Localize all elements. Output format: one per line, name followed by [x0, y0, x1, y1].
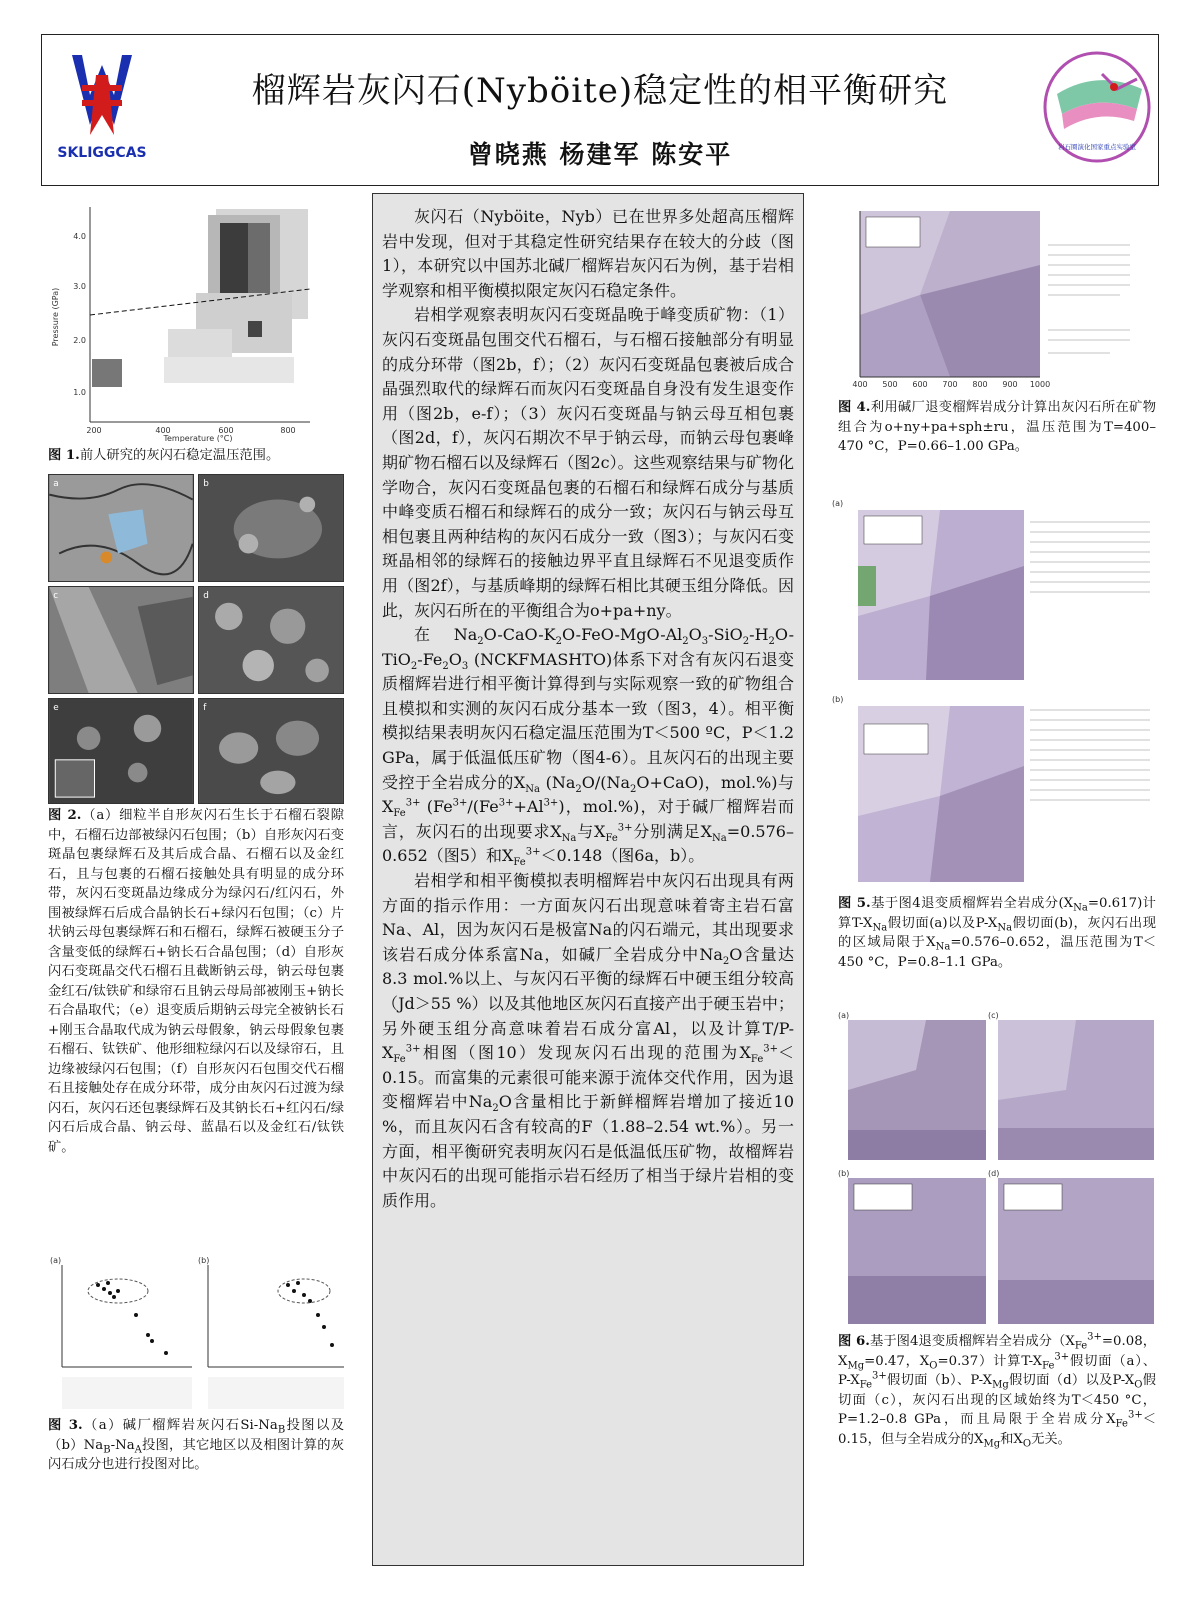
lab-logo: [1042, 49, 1152, 169]
svg-text:(c): (c): [988, 1011, 999, 1020]
body-paragraph-3: 在$Na_2O-CaO-K_2O-FeO-MgO-Al_2O_3-SiO_2-H_2O-TiO_2-Fe_2O_3$ (NCKFMASHTO)体系下对含有灰闪石退变质榴辉岩进行相平衡计算得到与实际观察一致的矿物组合且模拟和实测的灰闪石成分基本一致（图3，4）。相平衡模拟结果表明灰闪石稳定温压范围为T＜500 ºC，P＜1.2 GPa，属于低温低压矿物（图4-6）。且灰闪石的出现主要受控于全岩成分的$X_{Na}$ ($Na_2O/(Na_2O+CaO)$，mol.%)与$X_{Fe}^{3+}$ ($Fe^{3+}/(Fe^{3+}+Al^{3+})$，mol.%)，对于碱厂榴辉岩而言，灰闪石的出现要求$X_{Na}$与$X_{Fe}^{3+}$分别满足$X_{Na}=0.576-0.652$（图5）和$X_{Fe}^{3+}<0.148$（图6a，b）。: [382, 625, 794, 869]
svg-text:900: 900: [1002, 380, 1018, 389]
fig2-panel-c: [48, 586, 194, 694]
poster-title: 榴辉岩灰闪石(Nyböite)稳定性的相平衡研究: [251, 71, 949, 111]
logo-left-text: SKLIGGCAS: [57, 145, 147, 161]
svg-text:800: 800: [972, 380, 988, 389]
fig5-caption: 图 5.基于图4退变质榴辉岩全岩成分$(X_{Na}=0.617)$计算$T-X_{Na}$假切面(a)以及$P-X_{Na}$假切面(b)，灰闪石出现的区域局限于$X_{Na}=0.576-0.652$，温压范围为T＜450 °C，P=0.8–1.1 GPa。: [838, 896, 1157, 970]
fig2-panel-d: [198, 586, 344, 694]
body-paragraph-1: 灰闪石（Nyböite，Nyb）已在世界多处超高压榴辉岩中发现，但对于其稳定性研究结果存在较大的分歧（图1），本研究以中国苏北碱厂榴辉岩灰闪石为例，基于岩相学观察和相平衡模拟限定灰闪石稳定条件。: [382, 207, 794, 300]
svg-text:(d): (d): [988, 1169, 1000, 1178]
fig1-chart: [48, 197, 320, 442]
svg-text:(b): (b): [198, 1256, 210, 1265]
fig1-xtick: 200: [86, 426, 102, 435]
main-text-box: [372, 193, 804, 1566]
fig1-ylabel: Pressure (GPa): [51, 287, 60, 347]
svg-text:(a): (a): [832, 499, 844, 508]
fig4-phase-diagram: [830, 205, 1160, 395]
fig2-panel-b: [198, 474, 344, 582]
svg-text:1000: 1000: [1029, 380, 1051, 389]
svg-text:c: c: [53, 590, 59, 601]
fig1-ytick: 2.0: [73, 336, 86, 345]
fig1-ytick: 4.0: [73, 232, 86, 241]
fig1-ytick: 1.0: [73, 388, 86, 397]
fig4-caption: 图 4.利用碱厂退变榴辉岩成分计算出灰闪石所在矿物组合为o+ny+pa+sph±ru，温压范围为T=400–470 °C，P=0.66–1.00 GPa。: [838, 400, 1157, 454]
fig1-xtick: 800: [280, 426, 296, 435]
svg-text:500: 500: [882, 380, 898, 389]
svg-text:a: a: [53, 478, 59, 489]
svg-text:f: f: [203, 702, 207, 713]
fig2-caption: 图 2.（a）细粒半自形灰闪石生长于石榴石裂隙中，石榴石边部被绿闪石包围；（b）自形灰闪石变斑晶包裹绿辉石及其后成合晶、石榴石以及金红石，且与包裹的石榴石接触处具有明显的成分环带，灰闪石变斑晶边缘成分为绿闪石/红闪石，外围被绿辉石后成合晶钠长石+绿闪石包围；（c）片状钠云母包裹绿辉石和石榴石，绿辉石被硬玉分子含量变低的绿辉石+钠长石合晶包围；（d）自形灰闪石变斑晶交代石榴石且截断钠云母，钠云母包裹金红石/钛铁矿和绿帘石且钠云母局部被刚玉+钠长石合晶取代；（e）退变质后期钠云母完全被钠长石+刚玉合晶取代成为钠云母假象，钠云母假象包裹石榴石、钛铁矿、他形细粒绿闪石以及绿帘石，且边缘被绿闪石包围；（f）自形灰闪石包围交代石榴石且接触处存在成分环带，成分由灰闪石过渡为绿闪石，灰闪石还包裹绿辉石及其钠长石+红闪石/绿闪石后成合晶、钠云母、蓝晶石以及金红石/钛铁矿。: [48, 808, 344, 1155]
body-paragraph-2: 岩相学观察表明灰闪石变斑晶晚于峰变质矿物：（1）灰闪石变斑晶包围交代石榴石，与石榴石接触部分有明显的成分环带（图2b，f）；（2）灰闪石变斑晶包裹被后成合晶强烈取代的绿辉石而灰闪石变斑晶自身没有发生退变作用（图2b，e-f）；（3）灰闪石变斑晶与钠云母互相包裹（图2d，f），灰闪石期次不早于钠云母，而钠云母包裹峰期矿物石榴石以及绿辉石（图2c）。这些观察结果与矿物化学吻合，灰闪石变斑晶包裹的石榴石和绿辉石成分与基质中峰变质石榴石和绿辉石的成分一致；灰闪石与钠云母互相包裹且两种结构的灰闪石成分一致（图3）；与灰闪石变斑晶相邻的绿辉石的接触边界平直且绿辉石不见退变质作用（图2f），与基质峰期的绿辉石相比其硬玉组分降低。因此，灰闪石所在的平衡组合为o+pa+ny。: [382, 305, 794, 620]
svg-text:700: 700: [942, 380, 958, 389]
svg-text:e: e: [53, 702, 59, 713]
svg-text:(b): (b): [832, 695, 844, 704]
fig2-panel-a: [48, 474, 194, 582]
fig1-xlabel: Temperature (°C): [163, 434, 233, 442]
fig1-ytick: 3.0: [73, 282, 86, 291]
svg-text:400: 400: [852, 380, 868, 389]
fig6-phase-diagrams: [836, 1010, 1158, 1328]
svg-text:(b): (b): [838, 1169, 850, 1178]
poster-header: [41, 34, 1159, 186]
poster-authors: 曾晓燕 杨建军 陈安平: [467, 140, 733, 169]
fig1-caption: 图 1.前人研究的灰闪石稳定温压范围。: [48, 448, 280, 463]
fig6-caption: 图 6.基于图4退变质榴辉岩全岩成分（$X_{Fe}^{3+}=0.08$，$X_{Mg}=0.47$，$X_O=0.37$）计算$T-X_{Fe}^{3+}$假切面（a）、$P-X_{Fe}^{3+}$假切面（b）、$P-X_{Mg}$假切面（d）以及$P-X_O$假切面（c），灰闪石出现的区域始终为T＜450 °C，P=1.2–0.8 GPa，而且局限于全岩成分$X_{Fe}^{3+}<0.15$，但与全岩成分的$X_{Mg}$和$X_O$无关。: [838, 1331, 1157, 1450]
body-paragraph-4: 岩相学和相平衡模拟表明榴辉岩中灰闪石出现具有两方面的指示作用：一方面灰闪石出现意味着寄主岩石富Na、Al，因为灰闪石是极富Na的闪石端元，其出现要求该岩石成分体系富Na，如碱厂全岩成分中$Na_2O$含量达8.3 mol.%以上、与灰闪石平衡的绿辉石中硬玉组分较高（Jd＞55 %）以及其他地区灰闪石直接产出于硬玉岩中；另外硬玉组分高意味着岩石成分富Al，以及计算$T/P-X_{Fe}^{3+}$相图（图10）发现灰闪石出现的范围为$X_{Fe}^{3+}<0.15$。而富集的元素很可能来源于流体交代作用，因为退变榴辉岩中$Na_2O$含量相比于新鲜榴辉岩增加了接近10 %，而且灰闪石含有较高的F（1.88–2.54 wt.%）。另一方面，相平衡研究表明灰闪石是低温低压矿物，故榴辉岩中灰闪石的出现可能指示岩石经历了相当于绿片岩相的变质作用。: [382, 871, 794, 1210]
fig2-panel-e: [48, 698, 194, 804]
fig2-panel-f: [198, 698, 344, 804]
svg-text:(a): (a): [50, 1256, 62, 1265]
svg-text:(a): (a): [838, 1011, 850, 1020]
svg-text:b: b: [203, 478, 209, 489]
fig1-xtick: 400: [155, 426, 171, 435]
logo-right-text: 岩石圈演化国家重点实验室: [1058, 143, 1136, 151]
fig1-xtick: 600: [218, 426, 234, 435]
fig5-phase-diagrams: [830, 496, 1160, 892]
svg-text:600: 600: [912, 380, 928, 389]
fig2-photos: [48, 474, 344, 804]
fig3-caption: 图 3.（a）碱厂榴辉岩灰闪石$Si-Na_B$投图以及$(b)Na_B-Na_A$投图，其它地区以及相图计算的灰闪石成分也进行投图对比。: [48, 1418, 345, 1472]
svg-text:d: d: [203, 590, 209, 601]
fig3-chart: [48, 1255, 348, 1413]
